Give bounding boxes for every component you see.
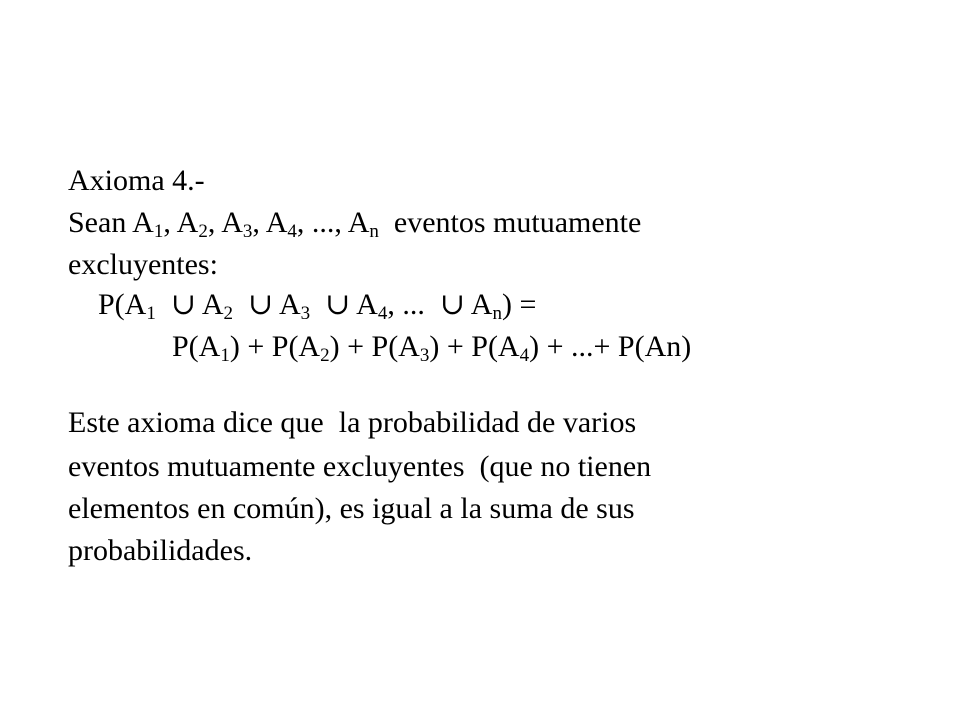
subscript: 3 <box>242 221 253 242</box>
statement-text: , A <box>207 206 243 239</box>
formula-text: ∪ A <box>310 288 378 321</box>
subscript: 4 <box>287 221 297 242</box>
subscript: 2 <box>198 221 208 242</box>
formula-sum <box>172 326 691 368</box>
statement-line-1 <box>68 202 641 244</box>
formula-union <box>98 284 536 326</box>
formula-text: P(A <box>172 330 221 363</box>
explanation-line: eventos mutuamente excluyentes (que no tienen <box>68 450 652 483</box>
subscript: 3 <box>419 345 430 366</box>
formula-text: ) + P(A <box>229 330 321 363</box>
explanation-line: elementos en común), es igual a la suma de sus <box>68 492 635 525</box>
formula-text: ) = <box>501 288 537 321</box>
statement-text: , A <box>163 206 199 239</box>
formula-text: ) + P(A <box>429 330 520 363</box>
subscript: 3 <box>300 303 311 324</box>
formula-text: P(A <box>98 288 147 321</box>
formula-text: ) + P(A <box>329 330 420 363</box>
formula-text: , ... ∪ A <box>387 288 493 321</box>
explanation-line: probabilidades. <box>68 534 253 567</box>
subscript: 4 <box>519 345 530 366</box>
statement-text: , ..., A <box>296 206 370 239</box>
statement-text: Sean A <box>68 206 154 239</box>
statement-line-2: excluyentes: <box>68 248 218 281</box>
statement-text: , A <box>252 206 288 239</box>
formula-text: ∪ A <box>233 288 301 321</box>
axiom-title: Axioma 4.- <box>68 164 205 197</box>
subscript: 2 <box>320 345 330 366</box>
subscript: 1 <box>146 303 156 324</box>
formula-text: ∪ A <box>155 288 224 321</box>
explanation-line: Este axioma dice que la probabilidad de varios <box>68 406 637 439</box>
subscript: 1 <box>153 221 164 242</box>
formula-text: ) + ...+ P(An) <box>529 330 692 363</box>
subscript: n <box>492 303 502 324</box>
subscript: n <box>369 221 379 242</box>
subscript: 4 <box>377 303 388 324</box>
subscript: 1 <box>220 345 230 366</box>
statement-text: eventos mutuamente <box>378 206 642 239</box>
subscript: 2 <box>223 303 233 324</box>
